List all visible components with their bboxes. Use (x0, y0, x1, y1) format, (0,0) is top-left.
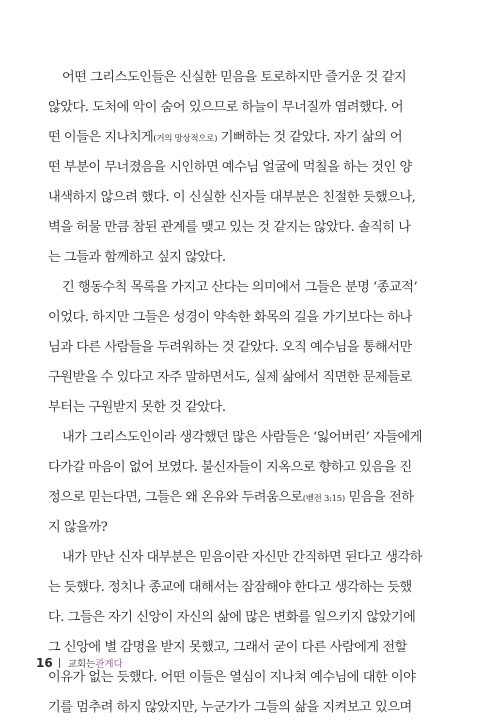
text-line (48, 573, 443, 603)
page-number: 16 (36, 656, 53, 670)
line-text: 다가갈 마음이 없어 보였다. 불신자들이 지옥으로 향하고 있음을 진 (48, 460, 412, 475)
text-line (48, 123, 443, 153)
line-text: 구원받을 수 있다고 자주 말하면서도, 실제 삶에서 직면한 문제들로 (48, 370, 412, 385)
body-text (48, 63, 443, 723)
line-text: 님과 다른 사람들을 두려워하는 것 같았다. 오직 예수님을 통해서만 (48, 340, 412, 355)
line-text: 기를 멈추려 하지 않았지만, 누군가가 그들의 삶을 지켜보고 있으며 (48, 700, 412, 715)
line-text: 내색하지 않으려 했다. 이 신실한 신자들 대부분은 친절한 듯했으나, (48, 190, 416, 205)
paragraph (48, 423, 443, 543)
text-line (48, 243, 443, 273)
line-text: 는 듯했다. 정치나 종교에 대해서는 잠잠해야 한다고 생각하는 듯했 (48, 580, 412, 595)
paragraph (48, 273, 443, 423)
text-line (48, 153, 443, 183)
text-line (48, 693, 443, 723)
text-line (48, 363, 443, 393)
running-head: 교회는 (67, 659, 96, 670)
text-line (48, 333, 443, 363)
page-footer (36, 654, 123, 670)
text-line (48, 303, 443, 333)
text-line (48, 453, 443, 483)
paragraph (48, 543, 443, 723)
line-text: 이유가 없는 듯했다. 어떤 이들은 열심이 지나쳐 예수님에 대한 이야 (48, 670, 416, 685)
footer-separator (59, 658, 60, 668)
line-text: 이었다. 하지만 그들은 성경이 약속한 화목의 길을 가기보다는 하나 (48, 310, 412, 325)
paragraph (48, 63, 443, 273)
line-text: 는 그들과 함께하고 싶지 않았다. (48, 250, 226, 265)
line-text: 부터는 구원받지 못한 것 같았다. (48, 400, 226, 415)
text-line (48, 183, 443, 213)
line-text-continued: 믿음을 전하 (344, 490, 414, 505)
inline-annotation: (거의 망상적으로) (153, 134, 218, 144)
line-text: 내가 그리스도인이라 생각했던 많은 사람들은 ‘잃어버린’ 자들에게 (62, 430, 422, 445)
text-line (48, 213, 443, 243)
text-line (48, 483, 443, 513)
line-text: 떤 부분이 무너졌음을 시인하면 예수님 얼굴에 먹칠을 하는 것인 양 (48, 160, 412, 175)
line-text: 벽을 허물 만큼 참된 관계를 맺고 있는 것 같지는 않았다. 솔직히 나 (48, 220, 411, 235)
text-line (48, 93, 443, 123)
line-text: 그 신앙에 별 감명을 받지 못했고, 그래서 굳이 다른 사람에게 전할 (48, 640, 407, 655)
text-line (48, 513, 443, 543)
text-line (48, 603, 443, 633)
inline-annotation: (벧전 3:15) (302, 494, 345, 504)
line-text: 어떤 그리스도인들은 신실한 믿음을 토로하지만 즐거운 것 같지 (62, 70, 407, 85)
line-text: 내가 만난 신자 대부분은 믿음이란 자신만 간직하면 된다고 생각하 (62, 550, 422, 565)
line-text: 다. 그들은 자기 신앙이 자신의 삶에 많은 변화를 일으키지 않았기에 (48, 610, 416, 625)
running-head-accent: 관계다 (95, 659, 123, 670)
line-text: 떤 이들은 지나치게 (48, 130, 154, 145)
line-text-continued: 기뻐하는 것 같았다. 자기 삶의 어 (217, 130, 403, 145)
text-line (48, 63, 443, 93)
line-text: 긴 행동수칙 목록을 가지고 산다는 의미에서 그들은 분명 ‘종교적’ (62, 280, 418, 295)
line-text: 정으로 믿는다면, 그들은 왜 온유와 두려움으로 (48, 490, 303, 505)
text-line (48, 423, 443, 453)
text-line (48, 393, 443, 423)
line-text: 않았다. 도처에 악이 숨어 있으므로 하늘이 무너질까 염려했다. 어 (48, 100, 404, 115)
text-line (48, 543, 443, 573)
line-text: 지 않을까? (48, 520, 108, 535)
text-line (48, 273, 443, 303)
